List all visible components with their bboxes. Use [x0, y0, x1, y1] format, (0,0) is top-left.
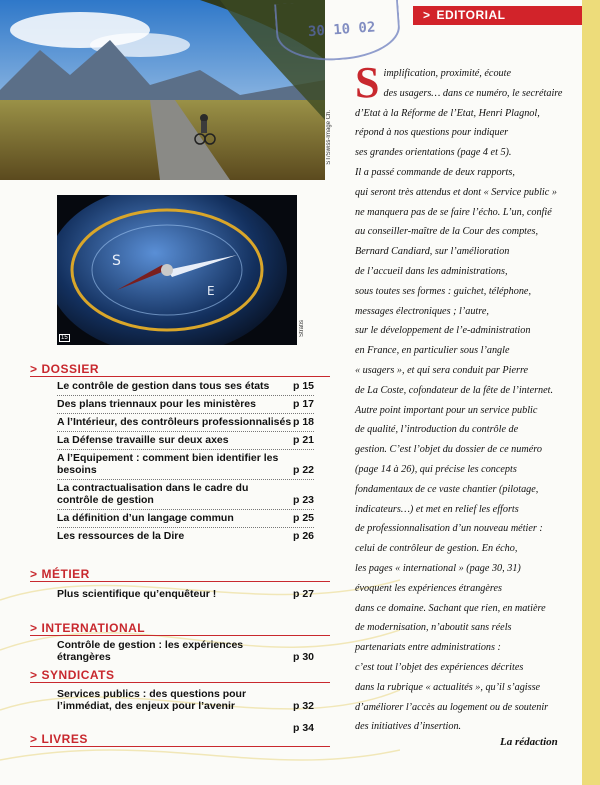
article-line: sur le développement de l’e-administration: [355, 325, 531, 337]
article-line: ne manquera pas de se faire l’écho. L’un, confié: [355, 206, 552, 218]
article-line: dans la rubrique « actualités », qu’il s’agisse: [355, 681, 541, 693]
chevron-right-icon: >: [30, 621, 38, 635]
toc-entry[interactable]: La Défense travaille sur deux axes p 21: [57, 434, 314, 446]
dotted-divider: [57, 413, 314, 414]
article-line: « usagers », et qui sera conduit par Pierre: [355, 364, 529, 376]
article-line: de La Coste, cofondateur de la fête de l’internet.: [355, 384, 554, 396]
section-header-livres[interactable]: > LIVRES: [30, 732, 88, 746]
section-divider: [30, 376, 330, 377]
section-header-international[interactable]: > INTERNATIONAL: [30, 621, 146, 635]
compass-photo: [57, 195, 297, 345]
section-header-dossier[interactable]: > DOSSIER: [30, 362, 100, 376]
article-line: répond à nos questions pour indiquer: [355, 127, 509, 139]
article-line: de qualité, l’introduction du contrôle de: [355, 424, 519, 436]
drop-cap: S: [355, 58, 380, 107]
article-line: c’est tout l’objet des expériences décrites: [355, 661, 524, 673]
editorial-header: [413, 6, 582, 25]
article-line: dans ce domaine. Sachant que rien, en matière: [355, 602, 546, 614]
article-line: en France, en particulier sous l’angle: [355, 345, 510, 357]
dotted-divider: [57, 509, 314, 510]
section-divider: [30, 682, 330, 683]
article-line: au conseiller-maître de la Cour des comptes,: [355, 226, 539, 238]
article-line: de modernisation, n’aboutit sans réels: [355, 622, 512, 634]
article-line: évoquent les expériences étrangères: [355, 582, 502, 594]
article-line: gestion. C’est l’objet du dossier de ce numéro: [355, 444, 542, 456]
article-body: [355, 58, 580, 737]
toc-entry[interactable]: Les ressources de la Dire p 26: [57, 530, 314, 542]
dotted-divider: [57, 479, 314, 480]
article-line: implification, proximité, écoute: [383, 68, 511, 79]
article-line: fondamentaux de ce vaste chantier (pilotage,: [355, 483, 539, 495]
article-line: ses grandes orientations (page 4 et 5).: [355, 147, 512, 159]
article-line: Il a passé commande de deux rapports,: [355, 166, 515, 178]
article-line: de l’accueil dans les administrations,: [355, 265, 508, 277]
toc-entry[interactable]: Plus scientifique qu’enquêteur ! p 27: [57, 588, 314, 600]
chevron-right-icon: >: [30, 668, 38, 682]
section-divider: [30, 746, 330, 747]
article-line: indicateurs…) et met en relief les efforts: [355, 503, 519, 515]
toc-entry[interactable]: La définition d’un langage commun p 25: [57, 512, 314, 524]
svg-text:E: E: [207, 284, 215, 298]
chevron-right-icon: >: [30, 567, 38, 581]
article-line: d’améliorer l’accès au logement ou de soutenir: [355, 701, 549, 713]
article-line: partenariats entre administrations :: [355, 642, 501, 654]
article-line: des usagers… dans ce numéro, le secrétaire: [383, 87, 563, 99]
article-line: qui seront très attendus et dont « Service public »: [355, 186, 557, 198]
svg-text:S: S: [112, 253, 121, 269]
toc-entry[interactable]: A l’Equipement : comment bien identifier les besoins p 22: [57, 452, 314, 476]
toc-entry[interactable]: A l’Intérieur, des contrôleurs professionnalisés p 18: [57, 416, 314, 428]
article-line: messages électroniques ; l’autre,: [355, 305, 489, 317]
signature: La rédaction: [500, 736, 558, 748]
dotted-divider: [57, 431, 314, 432]
right-color-strip: [582, 0, 600, 785]
section-divider: [30, 581, 330, 582]
section-header-syndicats[interactable]: > SYNDICATS: [30, 668, 115, 682]
dotted-divider: [57, 449, 314, 450]
dotted-divider: [57, 527, 314, 528]
article-line: celui de contrôleur de gestion. En écho,: [355, 543, 518, 555]
toc-entry[interactable]: Services publics : des questions pour l’immédiat, des enjeux pour l’avenir p 32: [57, 688, 314, 712]
chevron-right-icon: >: [30, 732, 38, 746]
editorial-article: [355, 58, 580, 737]
chevron-right-icon: >: [30, 362, 38, 376]
photo-credit: Stratis: [299, 320, 305, 338]
article-line: Autre point important pour un service public: [355, 404, 538, 416]
photo-credit: ST/Swiss-Image Ch.: [326, 110, 332, 165]
chevron-right-icon: >: [423, 8, 431, 22]
section-header-metier[interactable]: > MÉTIER: [30, 567, 90, 581]
section-divider: [30, 635, 330, 636]
toc-entry[interactable]: Contrôle de gestion : les expériences étrangères p 30: [57, 639, 314, 663]
article-line: Bernard Candiard, sur l’amélioration: [355, 246, 510, 258]
dotted-divider: [57, 395, 314, 396]
photo-number-badge: 15: [61, 335, 68, 341]
article-line: les pages « international » (page 30, 31): [355, 562, 521, 574]
article-line: de professionnalisation d’un nouveau métier :: [355, 523, 543, 535]
article-line: des initiatives d’insertion.: [355, 721, 462, 733]
toc-entry[interactable]: Le contrôle de gestion dans tous ses états p 15: [57, 380, 314, 392]
article-line: (page 14 à 26), qui précise les concepts: [355, 463, 517, 475]
stamp-date: 30 10 02: [307, 19, 376, 41]
toc-entry[interactable]: Des plans triennaux pour les ministères p 17: [57, 398, 314, 410]
article-line: d’Etat à la Réforme de l’Etat, Henri Plagnol,: [355, 107, 540, 119]
editorial-label: EDITORIAL: [436, 8, 506, 22]
article-line: sous toutes ses formes : guichet, téléphone,: [355, 285, 531, 297]
toc-entry[interactable]: La contractualisation dans le cadre du contrôle de gestion p 23: [57, 482, 314, 506]
